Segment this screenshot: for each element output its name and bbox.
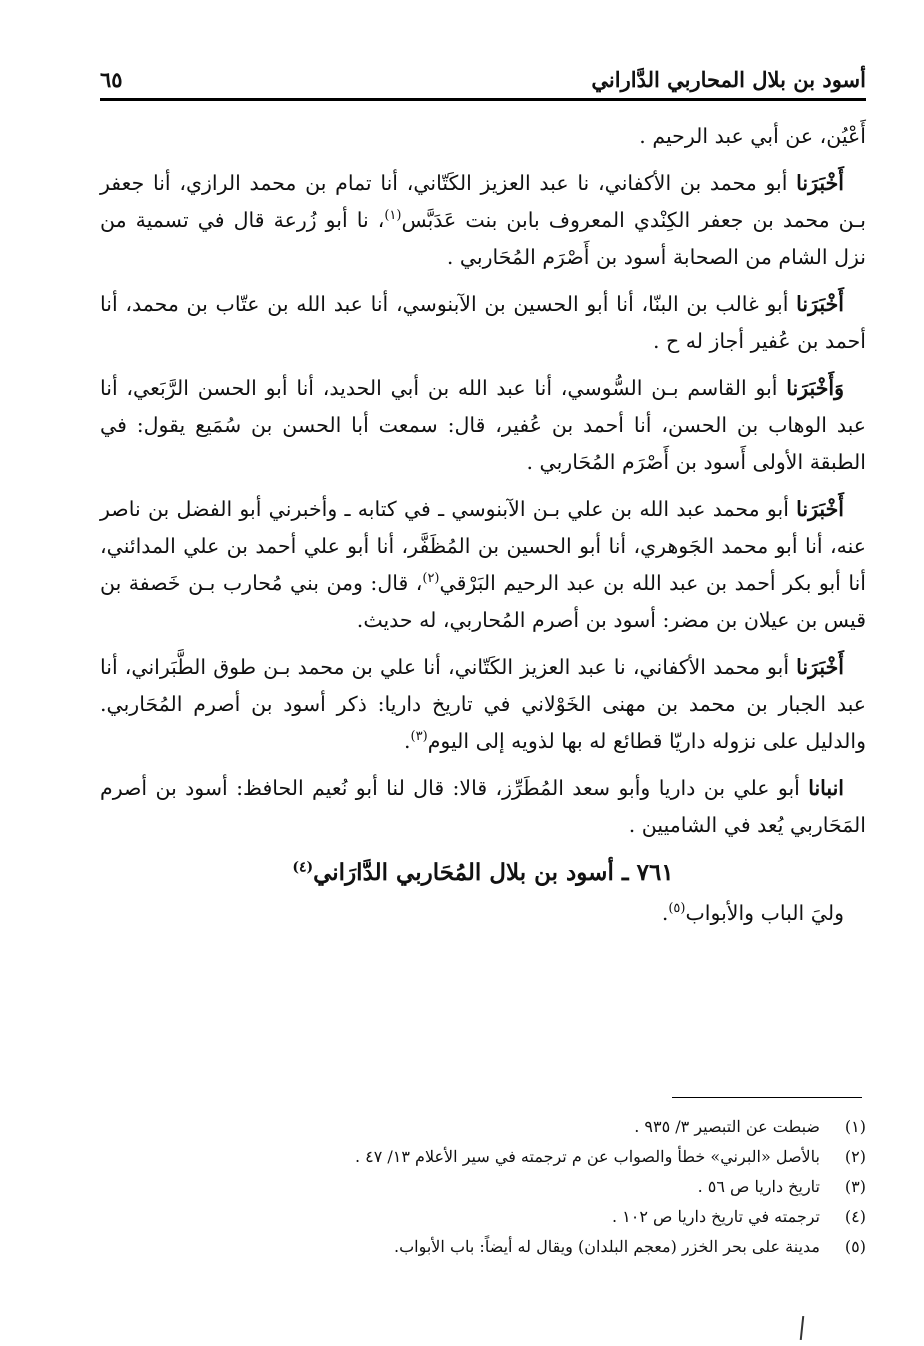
paragraph: [100, 165, 866, 276]
footnote-number: (٤): [844, 1207, 866, 1226]
paragraph-text-cont: ، نا أبو زُرعة قال في تسمية من نزل الشام من الصحابة أسود بن أَصْرَم المُحَاربي .: [100, 208, 866, 269]
paragraph-text: أبو القاسم بـن السُّوسي، أنا عبد الله بن أبي الحديد، أنا أبو الحسن الرَّبَعي، أنا عبد الوهاب بن الحسن، أنا أحمد بن عُفير، قال: سمعت أبا الحسن بن سُمَيع يقول: في الطبقة الأولى أَسود بن أَصْرَم المُحَاربي .: [100, 376, 866, 474]
paragraph-text: أبو غالب بن البنّا، أنا أبو الحسين بن الآبنوسي، أنا عبد الله بن عتّاب بن محمد، أنا أحمد بن عُفير أجاز له ح .: [100, 292, 866, 353]
footnote-text: بالأصل «البرني» خطأ والصواب عن م ترجمته في سير الأعلام ١٣/ ٤٧ .: [354, 1147, 820, 1166]
paragraph: [100, 370, 866, 481]
footnote-text: ترجمته في تاريخ داريا ص ١٠٢ .: [612, 1207, 820, 1226]
paragraph-keyword: أَخْبَرَنا: [796, 497, 844, 521]
footnote-ref: (١): [384, 208, 402, 224]
footnote-number: (٢): [844, 1147, 866, 1166]
footnote: [100, 1232, 866, 1262]
paragraph-text: أبو علي بن داريا وأبو سعد المُطَرِّز، قالا: قال لنا أبو نُعيم الحافظ: أسود بن أصرم المَحَاربي يُعد في الشاميين .: [100, 776, 866, 837]
paragraph-keyword: وَأَخْبَرَنا: [786, 376, 844, 400]
paragraph-keyword: انبانا: [808, 776, 844, 800]
paragraph-text: وليَ الباب والأبواب: [685, 901, 844, 925]
footnote: [100, 1112, 866, 1142]
footnote-separator: [672, 1097, 862, 1098]
entry-heading-text: ٧٦١ ـ أسود بن بلال المُحَاربي الدَّارَاني: [313, 859, 674, 886]
footnote-ref: (٤): [292, 859, 314, 876]
footnote-number: (٣): [844, 1177, 866, 1196]
footnote-number: (٥): [844, 1237, 866, 1256]
footnote: [100, 1172, 866, 1202]
page-number: ٦٥: [100, 66, 123, 92]
paragraph: [100, 118, 866, 155]
paragraph-text: أبو محمد عبد الله بن علي بـن الآبنوسي ـ في كتابه ـ وأخبرني أبو الفضل بن ناصر عنه، أنا أبو محمد الجَوهري، أنا أبو الحسين بن المُظَفَّر، أنا أبو علي أحمد بن علي المدائني، أنا أبو بكر أحمد بن عبد الله بن عبد الرحيم البَرْقي: [100, 497, 866, 595]
paragraph: [100, 895, 866, 932]
footnote-text: ضبطت عن التبصير ٣/ ٩٣٥ .: [634, 1117, 820, 1136]
footnote: [100, 1142, 866, 1172]
paragraph-text-cont: .: [404, 729, 411, 753]
paragraph: [100, 491, 866, 639]
paragraph-keyword: أَخْبَرَنا: [796, 655, 844, 679]
footnote: [100, 1202, 866, 1232]
paragraph-text: أبو محمد بن الأكفاني، نا عبد العزيز الكَتّاني، أنا تمام بن محمد الرازي، أنا جعفر بـن محمد بن جعفر الكِنْدي المعروف بابن بنت عَدَبَّس: [100, 171, 866, 232]
footnote-text: تاريخ داريا ص ٥٦ .: [697, 1177, 820, 1196]
footnote-ref: (٢): [422, 571, 440, 587]
footnote-text: مدينة على بحر الخزر (معجم البلدان) ويقال له أيضاً: باب الأبواب.: [393, 1237, 820, 1256]
paragraph-text: أبو محمد الأكفاني، نا عبد العزيز الكَتّاني، أنا علي بن محمد بـن طوق الطَّبَراني، أنا عبد الجبار بن محمد بن مهنى الخَوْلاني في تاريخ داريا: ذكر أسود بن أصرم المُحَاربي. والدليل على نزوله داريّا قطائع له بها لذويه إلى اليوم: [100, 655, 866, 753]
entry-heading: [100, 854, 866, 891]
main-text: [100, 118, 866, 942]
footnotes: [100, 1112, 866, 1262]
paragraph: [100, 649, 866, 760]
footnote-number: (١): [844, 1117, 866, 1136]
paragraph: [100, 770, 866, 844]
footnote-ref: (٥): [668, 901, 686, 917]
paragraph-keyword: أَخْبَرَنا: [796, 171, 844, 195]
paragraph: [100, 286, 866, 360]
paragraph-text-end: .: [661, 901, 669, 925]
paragraph-text: أَعْيُن، عن أبي عبد الرحيم .: [639, 124, 866, 148]
header-title: أسود بن بلال المحاربي الدَّاراني: [591, 66, 866, 92]
scan-mark: [800, 1316, 804, 1340]
running-header: [100, 60, 866, 101]
footnote-ref: (٣): [410, 729, 428, 745]
paragraph-text-cont: ، قال: ومن بني مُحارب بـن خَصفة بن قيس بن عيلان بن مضر: أسود بن أصرم المُحاربي، له حديث.: [100, 571, 866, 632]
paragraph-keyword: أَخْبَرَنا: [796, 292, 844, 316]
